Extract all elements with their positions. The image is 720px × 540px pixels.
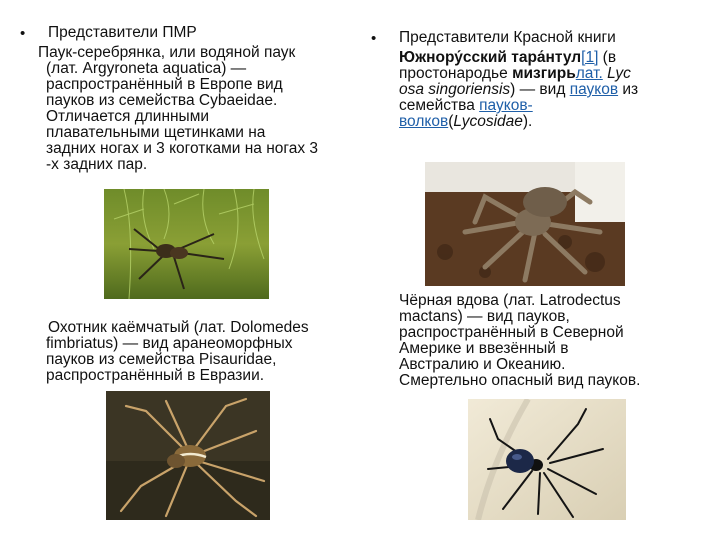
tarantula-description [399,50,699,130]
bullet-right: • [371,30,377,47]
widow-line: Чёрная вдова (лат. Latrodectus [399,292,621,309]
right-heading: Представители Красной книги [399,29,616,46]
text-fragment: ( [448,113,454,130]
widow-line: Австралию и Океанию. [399,356,566,373]
text-fragment: семейства [399,97,480,114]
text-fragment: ) — вид [510,81,570,98]
wolf-spiders-link[interactable]: пауков- [479,97,533,114]
spider1-line: задних ногах и 3 коготками на ногах 3 [46,140,319,157]
text-fragment: из [618,81,639,98]
spider1-line: -х задних пар. [46,156,148,173]
text-fragment: простонародье [399,65,513,82]
folk-name: мизгирь [512,65,576,82]
spider2-line: fimbriatus) — вид аранеоморфных [46,335,293,352]
widow-line: Америке и ввезённый в [399,340,569,357]
spider1-line: Паук-серебрянка, или водяной паук [38,44,296,61]
spider2-line: Охотник каёмчатый (лат. Dolomedes [48,319,309,336]
text-fragment: ). [522,113,533,130]
spider1-line: пауков из семейства Cybaeidae. [46,92,278,109]
black-widow-photo [468,399,626,520]
tarantula-photo [425,162,625,286]
spider1-line: распространённый в Европе вид [46,76,283,93]
wolf-spiders-link-cont[interactable]: волков [399,113,449,130]
widow-line: распространённый в Северной [399,324,624,341]
family-name: Lycosidae [453,113,523,130]
widow-description [391,293,640,389]
scientific-name-part: Lyc [602,65,631,82]
spider1-line: Отличается длинными [46,108,210,125]
spider2-description [48,320,309,384]
left-heading: Представители ПМР [48,24,197,41]
spider1-description [38,45,318,173]
spider1-line: плавательными щетинками на [46,124,266,141]
text-fragment: (в [598,49,617,66]
spider2-line: пауков из семейства Pisauridae, [46,351,277,368]
widow-line: mactans) — вид пауков, [399,308,570,325]
ref-link[interactable]: [1] [581,49,599,66]
lat-link[interactable]: лат. [575,65,603,82]
tarantula-name: Южнору́сский тара́нтул [399,49,582,66]
spiders-link[interactable]: пауков [569,81,619,98]
raft-spider-photo [106,391,270,520]
widow-line: Смертельно опасный вид пауков. [399,372,641,389]
bullet-left: • [20,25,26,42]
water-spider-photo [104,189,269,299]
scientific-name-part: osa singoriensis [399,81,511,98]
spider1-line: (лат. Argyroneta aquatica) — [46,60,247,77]
spider2-line: распространённый в Евразии. [46,367,265,384]
